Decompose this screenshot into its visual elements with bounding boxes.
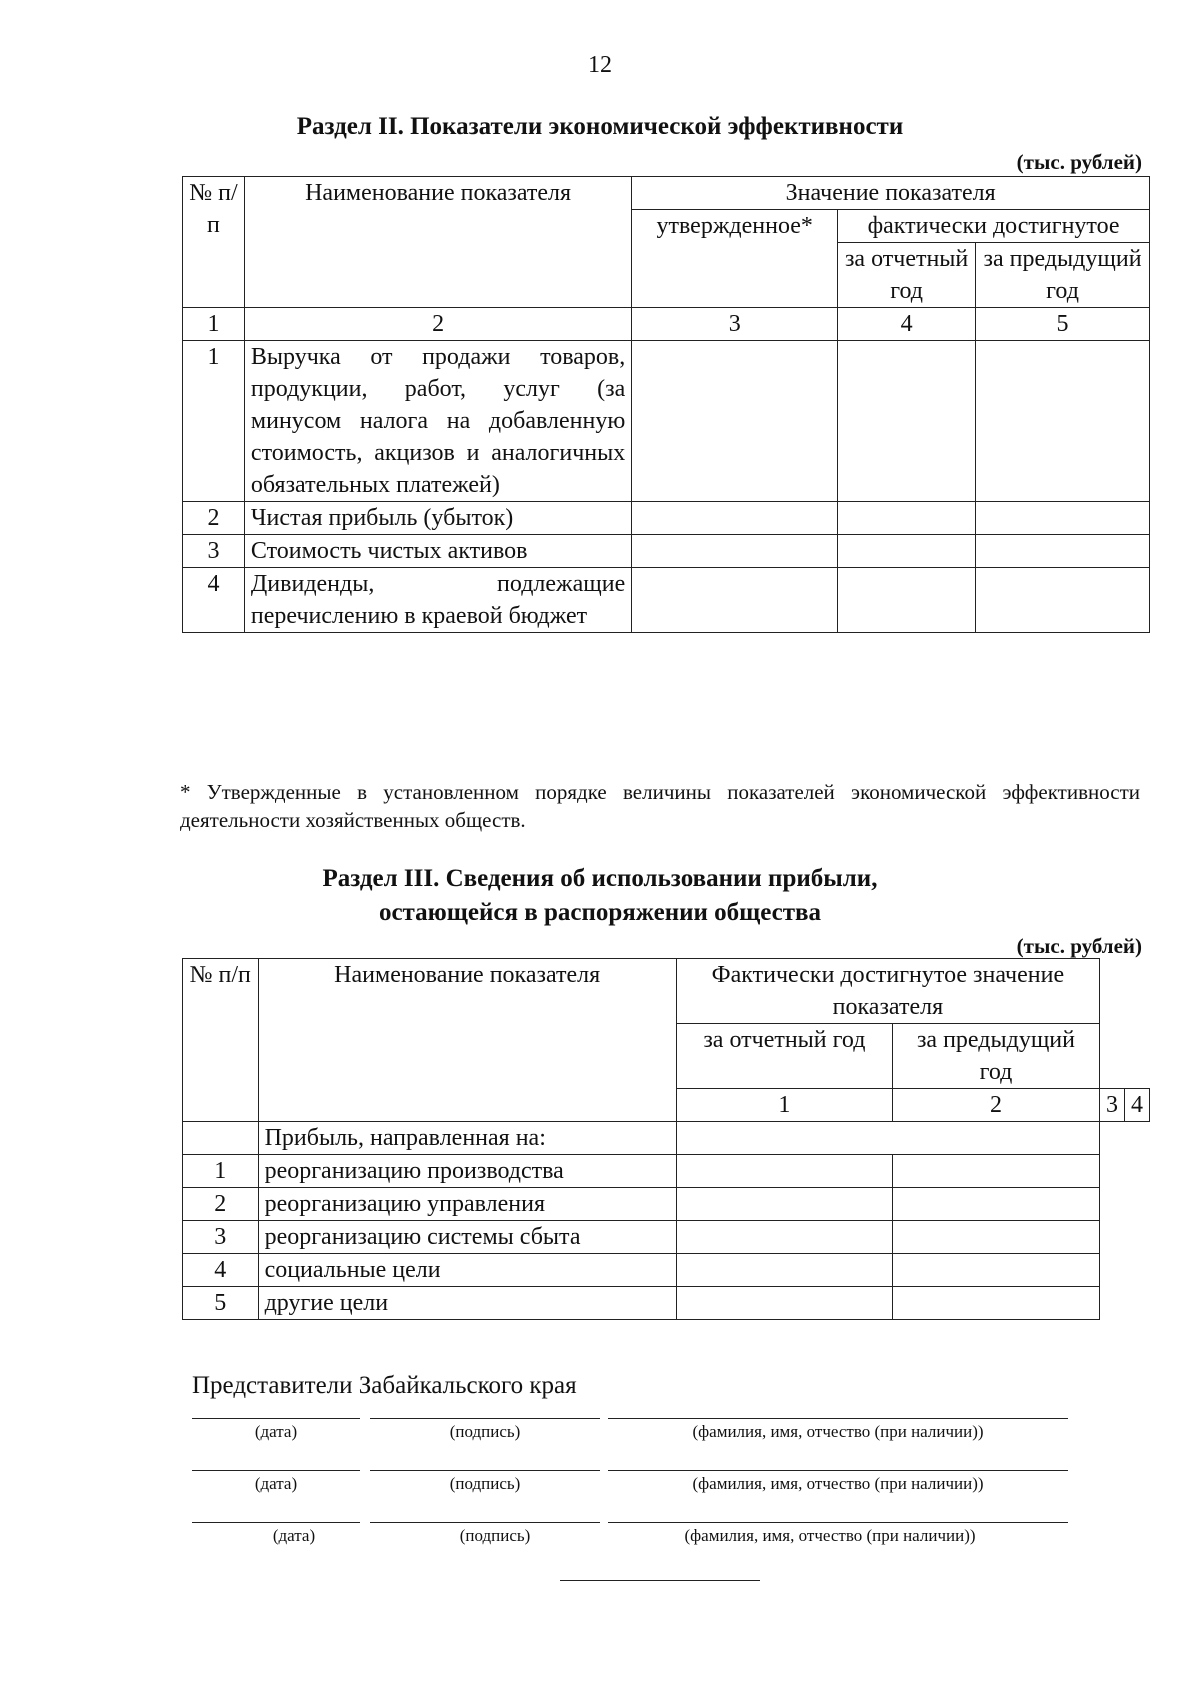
value-cell xyxy=(676,1188,892,1221)
table-row xyxy=(183,1188,1150,1221)
table-row xyxy=(183,535,1150,568)
header-previous-year: за предыдущий год xyxy=(976,243,1150,308)
table-row xyxy=(183,1221,1150,1254)
representatives-title: Представители Забайкальского края xyxy=(192,1372,577,1399)
column-number: 1 xyxy=(183,308,245,341)
page-number: 12 xyxy=(588,52,612,78)
column-number: 3 xyxy=(1100,1089,1125,1122)
row-num xyxy=(183,1122,259,1155)
value-cell xyxy=(892,1188,1099,1221)
row-name: Чистая прибыль (убыток) xyxy=(244,502,631,535)
date-caption: (дата) xyxy=(272,1526,316,1545)
row-num: 1 xyxy=(183,1155,259,1188)
fio-line xyxy=(608,1522,1068,1523)
row-num: 3 xyxy=(183,535,245,568)
value-cell xyxy=(976,568,1150,633)
value-cell xyxy=(838,341,976,502)
table-row xyxy=(183,568,1150,633)
section-3-title-line-2: остающейся в распоряжении общества xyxy=(378,899,822,926)
header-name: Наименование показателя xyxy=(258,959,676,1122)
value-cell xyxy=(838,568,976,633)
table-row xyxy=(183,502,1150,535)
signature-line xyxy=(370,1470,600,1471)
table-row xyxy=(183,1155,1150,1188)
column-number: 1 xyxy=(676,1089,892,1122)
value-cell xyxy=(676,1287,892,1320)
signature-caption: (подпись) xyxy=(459,1526,531,1545)
fio-caption: (фамилия, имя, отчество (при наличии)) xyxy=(684,1526,976,1545)
fio-line xyxy=(608,1470,1068,1471)
table-row xyxy=(183,341,1150,502)
row-num: 3 xyxy=(183,1221,259,1254)
value-cell xyxy=(632,502,838,535)
column-number: 4 xyxy=(838,308,976,341)
profit-usage-table xyxy=(182,958,1150,1320)
group-label: Прибыль, направленная на: xyxy=(258,1122,676,1155)
header-reporting-year: за отчетный год xyxy=(838,243,976,308)
row-name: другие цели xyxy=(258,1287,676,1320)
signature-caption: (подпись) xyxy=(449,1422,521,1441)
row-num: 4 xyxy=(183,1254,259,1287)
column-number: 5 xyxy=(976,308,1150,341)
value-cell xyxy=(976,341,1150,502)
column-number-row xyxy=(183,308,1150,341)
date-line xyxy=(192,1418,360,1419)
fio-caption: (фамилия, имя, отчество (при наличии)) xyxy=(692,1422,984,1441)
value-cell xyxy=(676,1122,1099,1155)
value-cell xyxy=(632,341,838,502)
header-approved: утвержденное* xyxy=(632,210,838,308)
table-header-row xyxy=(183,177,1150,210)
header-num: № п/п xyxy=(183,959,259,1122)
section-2-units: (тыс. рублей) xyxy=(1016,150,1142,174)
column-number: 2 xyxy=(244,308,631,341)
economic-efficiency-table xyxy=(182,176,1150,633)
row-num: 2 xyxy=(183,502,245,535)
signature-line xyxy=(370,1418,600,1419)
date-caption: (дата) xyxy=(254,1422,298,1441)
value-cell xyxy=(976,502,1150,535)
row-num: 2 xyxy=(183,1188,259,1221)
row-name: социальные цели xyxy=(258,1254,676,1287)
value-cell xyxy=(892,1221,1099,1254)
fio-caption: (фамилия, имя, отчество (при наличии)) xyxy=(692,1474,984,1493)
column-number: 4 xyxy=(1125,1089,1150,1122)
value-cell xyxy=(838,502,976,535)
section-2-title: Раздел II. Показатели экономической эффективности xyxy=(296,113,904,140)
column-number: 3 xyxy=(632,308,838,341)
row-name: Выручка от продажи товаров, продукции, работ, услуг (за минусом налога на добавленную стоимость, акцизов и аналогичных обязательных платежей) xyxy=(244,341,631,502)
row-num: 4 xyxy=(183,568,245,633)
section-3-units: (тыс. рублей) xyxy=(1016,934,1142,958)
date-line xyxy=(192,1470,360,1471)
table-row xyxy=(183,1254,1150,1287)
date-caption: (дата) xyxy=(254,1474,298,1493)
value-cell xyxy=(892,1155,1099,1188)
header-name: Наименование показателя xyxy=(244,177,631,308)
value-cell xyxy=(632,535,838,568)
header-actual: фактически достигнутое xyxy=(838,210,1150,243)
value-cell xyxy=(676,1221,892,1254)
header-value: Значение показателя xyxy=(632,177,1150,210)
row-num: 5 xyxy=(183,1287,259,1320)
end-of-document-line xyxy=(560,1580,760,1581)
section-2-footnote: * Утвержденные в установленном порядке величины показателей экономической эффективности деятельности хозяйственных обществ. xyxy=(180,780,1140,832)
date-line xyxy=(192,1522,360,1523)
table-header-row xyxy=(183,959,1150,1024)
row-name: реорганизацию управления xyxy=(258,1188,676,1221)
header-reporting-year: за отчетный год xyxy=(676,1024,892,1089)
value-cell xyxy=(892,1287,1099,1320)
value-cell xyxy=(676,1254,892,1287)
header-actual: Фактически достигнутое значение показателя xyxy=(676,959,1099,1024)
fio-line xyxy=(608,1418,1068,1419)
header-previous-year: за предыдущий год xyxy=(892,1024,1099,1089)
row-num: 1 xyxy=(183,341,245,502)
table-row xyxy=(183,1287,1150,1320)
value-cell xyxy=(632,568,838,633)
header-num: № п/п xyxy=(183,177,245,308)
row-name: Стоимость чистых активов xyxy=(244,535,631,568)
value-cell xyxy=(892,1254,1099,1287)
group-row xyxy=(183,1122,1150,1155)
section-3-title-line-1: Раздел III. Сведения об использовании прибыли, xyxy=(322,865,878,892)
signature-line xyxy=(370,1522,600,1523)
value-cell xyxy=(976,535,1150,568)
signature-caption: (подпись) xyxy=(449,1474,521,1493)
row-name: Дивиденды, подлежащие перечислению в краевой бюджет xyxy=(244,568,631,633)
row-name: реорганизацию производства xyxy=(258,1155,676,1188)
value-cell xyxy=(838,535,976,568)
row-name: реорганизацию системы сбыта xyxy=(258,1221,676,1254)
column-number: 2 xyxy=(892,1089,1099,1122)
value-cell xyxy=(676,1155,892,1188)
